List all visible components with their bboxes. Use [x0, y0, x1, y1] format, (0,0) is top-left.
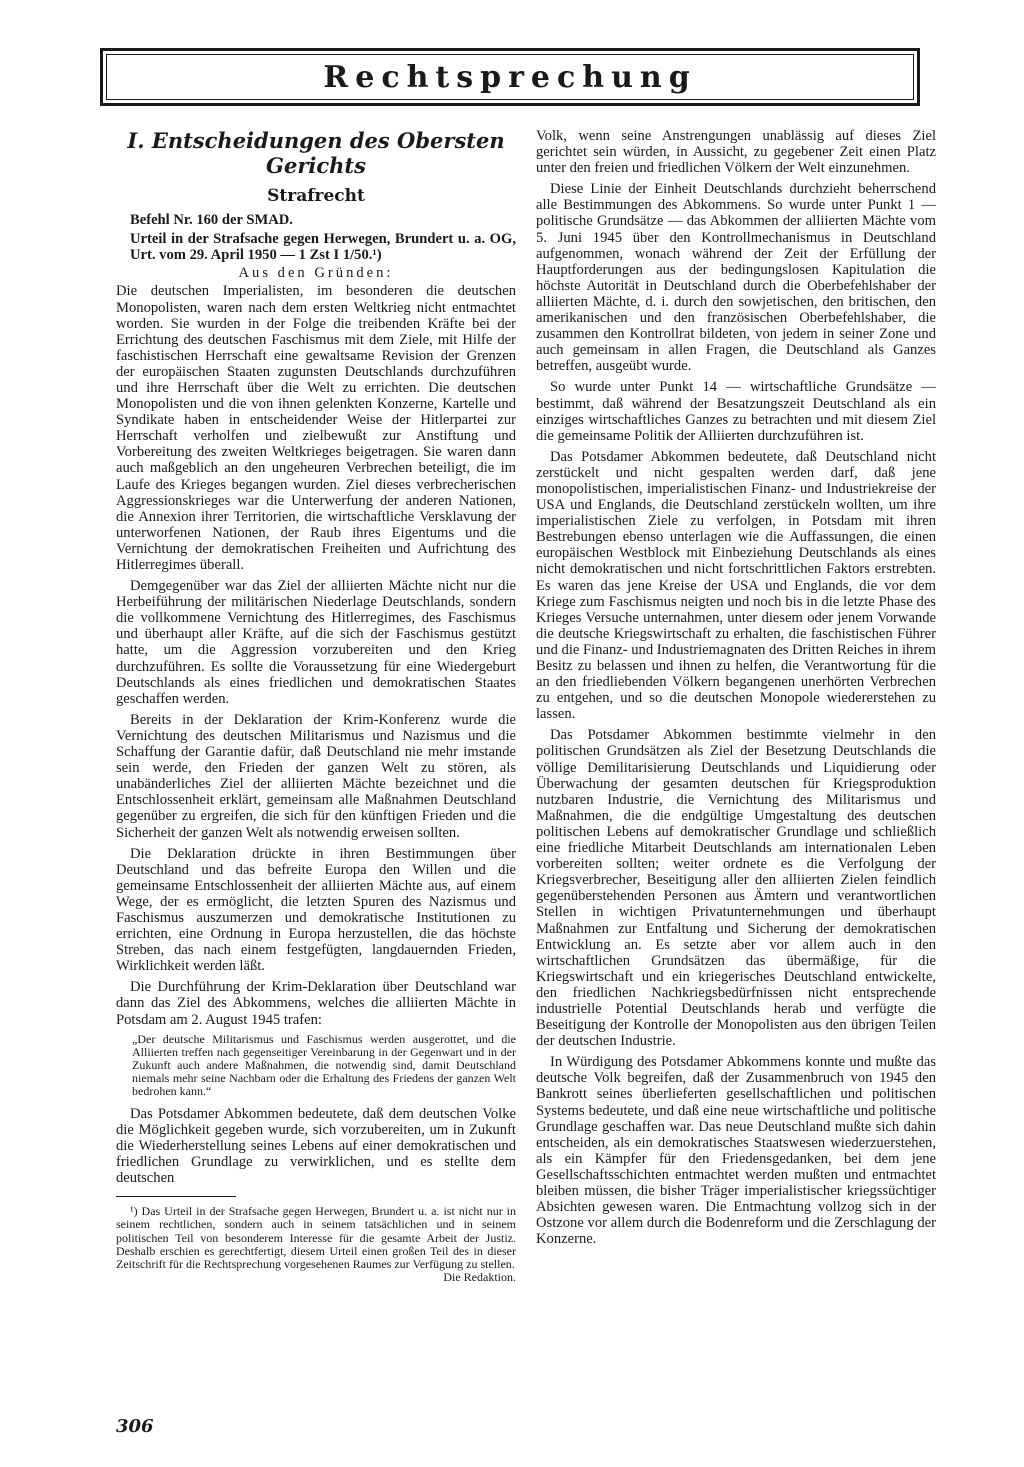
paragraph: Das Potsdamer Abkommen bestimmte vielmehr in den politischen Grundsätzen als Ziel der Besetzung Deutschlands die völlige Demilitarisierung Deutschlands und Liquidierung oder Überwachung der gesamten deutschen für Kriegsproduktion nutzbaren Industrie, die Vernichtung des Militarismus und Maßnahmen, die die endgültige Umgestaltung des deutschen politischen Lebens auf demokratischer Grundlage und schließlich eine friedliche Mitarbeit Deutschlands am internationalen Leben vorbereiten sollten; weiter ordnete es die Verfolgung der Kriegsverbrecher, Beseitigung aller den alliierten Zielen feindlich gegenüberstehenden Personen aus Ämtern und verantwortlichen Stellen in wichtigen Privatunternehmungen und überhaupt Maßnahmen zur Entfaltung und Sicherung der demokratischen Entwicklung an. Es setzte aber vor allem auch in den wirtschaftlichen Grundsätzen das übermäßige, für die Kriegswirtschaft und ein kriegerisches Deutschland entwickelte, den friedlichen Nachkriegsbedürfnissen nicht entsprechende industrielle Potential Deutschlands herab und verfügte die Beseitigung der Kontrolle der Monopolisten aus den übrigen Teilen der deutschen Industrie. [536, 727, 936, 1050]
case-order: Befehl Nr. 160 der SMAD. [130, 212, 293, 229]
paragraph: Das Potsdamer Abkommen bedeutete, daß dem deutschen Volke die Möglichkeit gegeben wurde, sich vorzubereiten, um in Zukunft die Wiederherstellung seines Lebens auf einer demokratischen und friedlichen Grundlage zu verwirklichen, und es stellte dem deutschen [116, 1105, 516, 1186]
footnote-text: ¹) Das Urteil in der Strafsache gegen Herwegen, Brundert u. a. ist nicht nur in seinem rechtlichen, sondern auch in seinem tatsächlichen und in seinem politischen Teil von besonderem Interesse für die gesamte Arbeit der Justiz. Deshalb erschien es gerechtfertigt, diesem Urteil einen großen Teil des in dieser Zeitschrift für die Rechtsprechung vorgesehenen Raumes zur Verfügung zu stellen. [116, 1204, 516, 1271]
grounds-label: Aus den Gründen: [238, 265, 394, 282]
case-reference: Urteil in der Strafsache gegen Herwegen, Brundert u. a. OG, Urt. vom 29. April 1950 — 1 Zst I 1/50.¹) [130, 230, 516, 263]
paragraph: Die Durchführung der Krim-Deklaration über Deutschland war dann das Ziel des Abkommens, welches die alliierten Mächte in Potsdam am 2. August 1945 trafen: [116, 979, 516, 1028]
paragraph: Die Deklaration drückte in ihren Bestimmungen über Deutschland und das befreite Europa den Willen und die gemeinsame Entschlossenheit der alliierten Mächte aus, auf einem Wege, der es ermöglicht, die letzten Spuren des Nazismus und Faschismus auszumerzen und demokratische Institutionen zu errichten, eine Ordnung in Europa herzustellen, die das höchste Streben, das nach einem festgefügten, langdauernden Frieden, Wirklichkeit werden läßt. [116, 845, 516, 975]
paragraph: Demgegenüber war das Ziel der alliierten Mächte nicht nur die Herbeiführung der militärischen Niederlage Deutschlands, sondern die vollkommene Vernichtung des Hitlerregimes, des Faschismus und überhaupt aller Kräfte, auf die sich der Faschismus gestützt hatte, um die Aggression vorzubereiten und den Krieg durchzuführen. Es sollte die Voraussetzung für eine Wiedergeburt Deutschlands als eines friedlichen und demokratischen Staates geschaffen werden. [116, 578, 516, 707]
paragraph: Das Potsdamer Abkommen bedeutete, daß Deutschland nicht zerstückelt und nicht gespalten werden darf, daß jene monopolistischen, imperialistischen Finanz- und Industriekreise der USA und Englands, die Deutschland zerstückeln wollten, um ihre imperialistischen Ziele zu verfolgen, in Potsdam mit ihren Bestrebungen ebenso unterlagen wie die Auffassungen, die einen europäischen Westblock mit Einbeziehung Deutschlands als eines nicht demokratischen und nicht fortschrittlichen Faktors erstrebten. Es waren das jene Kreise der USA und Englands, die vor dem Kriege zum Faschismus neigten und noch bis in die letzte Phase des Krieges Versuche unternahmen, unter diesem oder jenem Vorwande die deutsche Kriegswirtschaft zu erhalten, die faschistischen Führer und die Finanz- und Industriemagnaten des Dritten Reiches in ihrem Besitz zu belassen und ihnen zu helfen, die Verantwortung für die an den friedliebenden Völkern begangenen unerhörten Verbrechen zu entgehen, und so die deutschen Monopole wiedererstehen zu lassen. [536, 448, 937, 723]
section-header-box [100, 48, 920, 106]
footnote [116, 1204, 516, 1285]
paragraph: Die deutschen Imperialisten, im besonderen die deutschen Monopolisten, waren nach dem ersten Weltkrieg nicht entmachtet worden. Sie wurden in der Folge die treibenden Kräfte bei der Errichtung des deutschen Faschismus mit dem Ziele, mit Hilfe der faschistischen Herrschaft eine gewaltsame Revision der Grenzen der europäischen Staaten zugunsten Deutschlands durchzuführen und ihre Herrschaft über die Welt zu errichten. Die deutschen Monopolisten und die von ihnen gelenkten Konzerne, Kartelle und Syndikate haben in entscheidender Weise der Hitlerpartei zur Herrschaft verholfen und zielbewußt zur Anstiftung und Vorbereitung des zweiten Weltkrieges beigetragen. Sie waren dann auch maßgeblich an den ungeheuren Verbrechen beteiligt, die im Laufe des Krieges begangen wurden. Ziel dieses verbrecherischen Aggressionskrieges war die Unterwerfung der anderen Nationen, die Annexion ihrer Territorien, die wirtschaftliche Versklavung der unterworfenen Nationen, der Raub ihres Eigentums und die Vernichtung der demokratischen Freiheiten und Aufrichtung des Hitlerregimes überall. [116, 283, 516, 573]
footnote-signature: Die Redaktion. [443, 1270, 516, 1285]
paragraph: Bereits in der Deklaration der Krim-Konferenz wurde die Vernichtung des deutschen Militarismus und Nazismus und die Schaffung der Garantie dafür, daß Deutschland nie mehr imstande sein werde, den Frieden der ganzen Welt zu stören, als unabänderliches Ziel der alliierten Mächte bezeichnet und die Entschlossenheit erklärt, gemeinsam alle Maßnahmen Deutschland gegenüber zu ergreifen, die sich für den künftigen Frieden und die Sicherheit der ganzen Welt als notwendig erweisen sollten. [116, 711, 516, 841]
left-column [116, 128, 516, 1284]
footnote-divider [116, 1196, 236, 1197]
section-title: I. Entscheidungen des Obersten Gerichts [127, 128, 505, 178]
paragraph: Diese Linie der Einheit Deutschlands durchzieht beherrschend alle Bestimmungen des Abkommens. So wurde unter Punkt 1 — politische Grundsätze — das Abkommen der alliierten Mächte vom 5. Juni 1945 über den Kontrollmechanismus in Deutschland aufgenommen, wonach während der Zeit der Erfüllung der Hauptforderungen aus der bedingungslosen Kapitulation die höchste Autorität in Deutschland durch die Oberbefehlshaber der alliierten Mächte, d. i. durch den sowjetischen, den britischen, den amerikanischen und den französischen Oberbefehlshaber, die zusammen den Kontrollrat bildeten, von jedem in seiner Zone und auch gemeinsam in allen Fragen, die Deutschland als Ganzes betreffen, ausgeübt wurde. [536, 181, 936, 375]
page-number: 306 [116, 1416, 154, 1437]
paragraph: In Würdigung des Potsdamer Abkommens konnte und mußte das deutsche Volk begreifen, daß der Zusammenbruch von 1945 den Bankrott seines überlieferten gesellschaftlichen und politischen Systems bedeutete, und daß eine neue wirtschaftliche und politische Grundlage geschaffen war. Das neue Deutschland mußte sich dahin entscheiden, als ein demokratisches Staatswesen wiederzuerstehen, als ein Kämpfer für den Friedensgedanken, bei dem jene Gesellschaftsschichten entmachtet werden mußten und entmachtet bleiben müssen, die bisher Träger imperialistischer kriegssüchtiger Absichten gewesen waren. Die Entmachtung vollzog sich in der Ostzone vor allem durch die Bodenreform und die Zerschlagung der Konzerne. [536, 1054, 936, 1248]
paragraph: So wurde unter Punkt 14 — wirtschaftliche Grundsätze — bestimmt, daß während der Besatzungszeit Deutschland als ein einziges wirtschaftliches Ganzes zu betrachten und mit diesem Ziel die gemeinsame Politik der Alliierten durchzuführen ist. [536, 379, 936, 444]
right-column [536, 128, 936, 1252]
header-title: Rechtsprechung [323, 59, 697, 95]
block-quote: „Der deutsche Militarismus und Faschismus werden ausgerottet, und die Alliierten treffen nach gegenseitiger Vereinbarung in der Gegenwart und in der Zukunft auch andere Maßnahmen, die notwendig sind, damit Deutschland niemals mehr seine Nachbarn oder die Erhaltung des Friedens der ganzen Welt bedrohen kann.“ [132, 1031, 516, 1098]
subsection-title: Strafrecht [267, 186, 365, 206]
paragraph: Volk, wenn seine Anstrengungen unablässig auf dieses Ziel gerichtet sein würden, in Aussicht, zu gegebener Zeit einen Platz unter den freien und friedlichen Völkern der Welt einzunehmen. [536, 128, 936, 177]
